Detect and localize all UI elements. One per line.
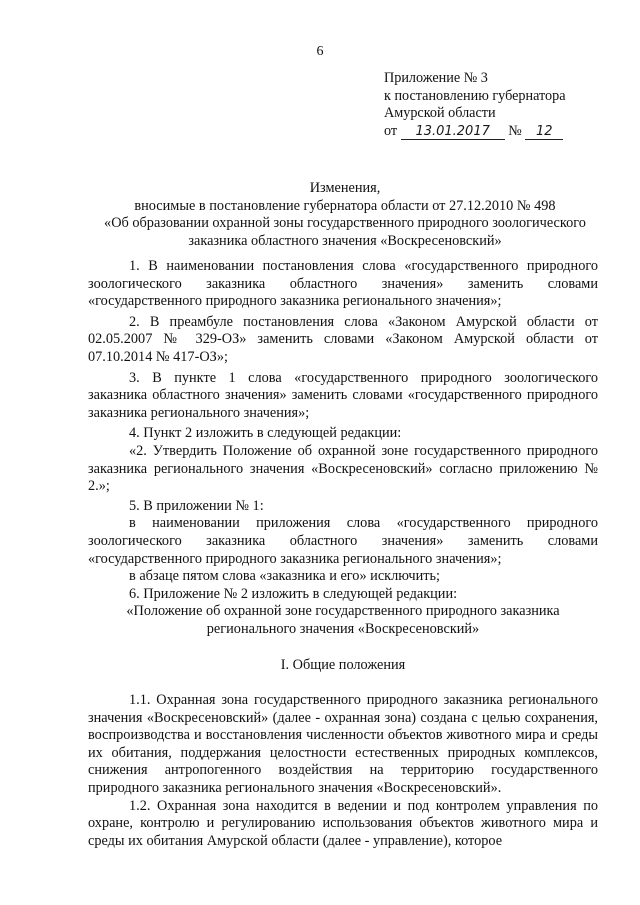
paragraph-10: «Положение об охранной зоне государственного природного заказника регионального значения «Воскресеновский» [126, 603, 560, 637]
from-prefix: от [384, 122, 398, 139]
paragraph-8: в абзаце пятом слова «заказника и его» исключить; [129, 568, 440, 585]
paragraph-11: 1.1. Охранная зона государственного природного заказника регионального значения «Воскресеновский» (далее - охранная зона) создана с целью сохранения, воспроизводства и восстановления численности объектов животного мира и среды их обитания, поддержания целостности естественных природных комплексов, снижения антропогенного воздействия на территорию государственного природного заказника регионального значения «Воскресеновский». [88, 692, 598, 797]
appendix-header [384, 70, 566, 140]
document-body [88, 258, 598, 850]
handwritten-number: 12 [525, 124, 563, 140]
paragraph-1: 1. В наименовании постановления слова «государственного природного зоологического заказника областного значения» заменить словами «государственного природного заказника регионального значения»; [88, 258, 598, 310]
paragraph-4: 4. Пункт 2 изложить в следующей редакции: [129, 425, 402, 442]
paragraph-5: «2. Утвердить Положение об охранной зоне государственного природного заказника регионального значения «Воскресеновский» согласно приложению № 2.»; [88, 442, 598, 495]
paragraph-2: 2. В преамбуле постановления слова «Законом Амурской области от 02.05.2007 № 329-ОЗ» заменить словами «Законом Амурской области от 07.10.2014 № 417-ОЗ»; [88, 313, 598, 365]
appendix-date-line [384, 123, 566, 141]
title-line-2: вносимые в постановление губернатора области от 27.12.2010 № 498 [134, 197, 556, 214]
paragraph-12: 1.2. Охранная зона находится в ведении и под контролем управления по охране, контролю и регулированию использования объектов животного мира и среды их обитания Амурской области (далее - управление), которое [88, 797, 598, 849]
section-title: I. Общие положения [280, 657, 406, 674]
number-prefix: № [508, 122, 522, 139]
paragraph-9: 6. Приложение № 2 изложить в следующей редакции: [129, 585, 458, 602]
handwritten-date: 13.01.2017 [401, 124, 505, 140]
appendix-line-1: Приложение № 3 [384, 70, 488, 86]
paragraph-7: в наименовании приложения слова «государственного природного зоологического заказника областного значения» заменить словами «государственного природного заказника регионального значения»; [88, 515, 598, 567]
appendix-line-3: Амурской области [384, 105, 496, 121]
page-number: 6 [316, 44, 324, 59]
title-line-1: Изменения, [309, 180, 381, 196]
paragraph-3: 3. В пункте 1 слова «государственного природного зоологического заказника областного значения» заменить словами «государственного природного заказника регионального значения»; [88, 369, 598, 421]
document-title [80, 180, 610, 250]
title-line-3: «Об образовании охранной зоны государственного природного зоологического заказника областного значения «Воскресеновский» [104, 215, 586, 249]
appendix-line-2: к постановлению губернатора [384, 87, 566, 104]
paragraph-6: 5. В приложении № 1: [129, 497, 264, 514]
